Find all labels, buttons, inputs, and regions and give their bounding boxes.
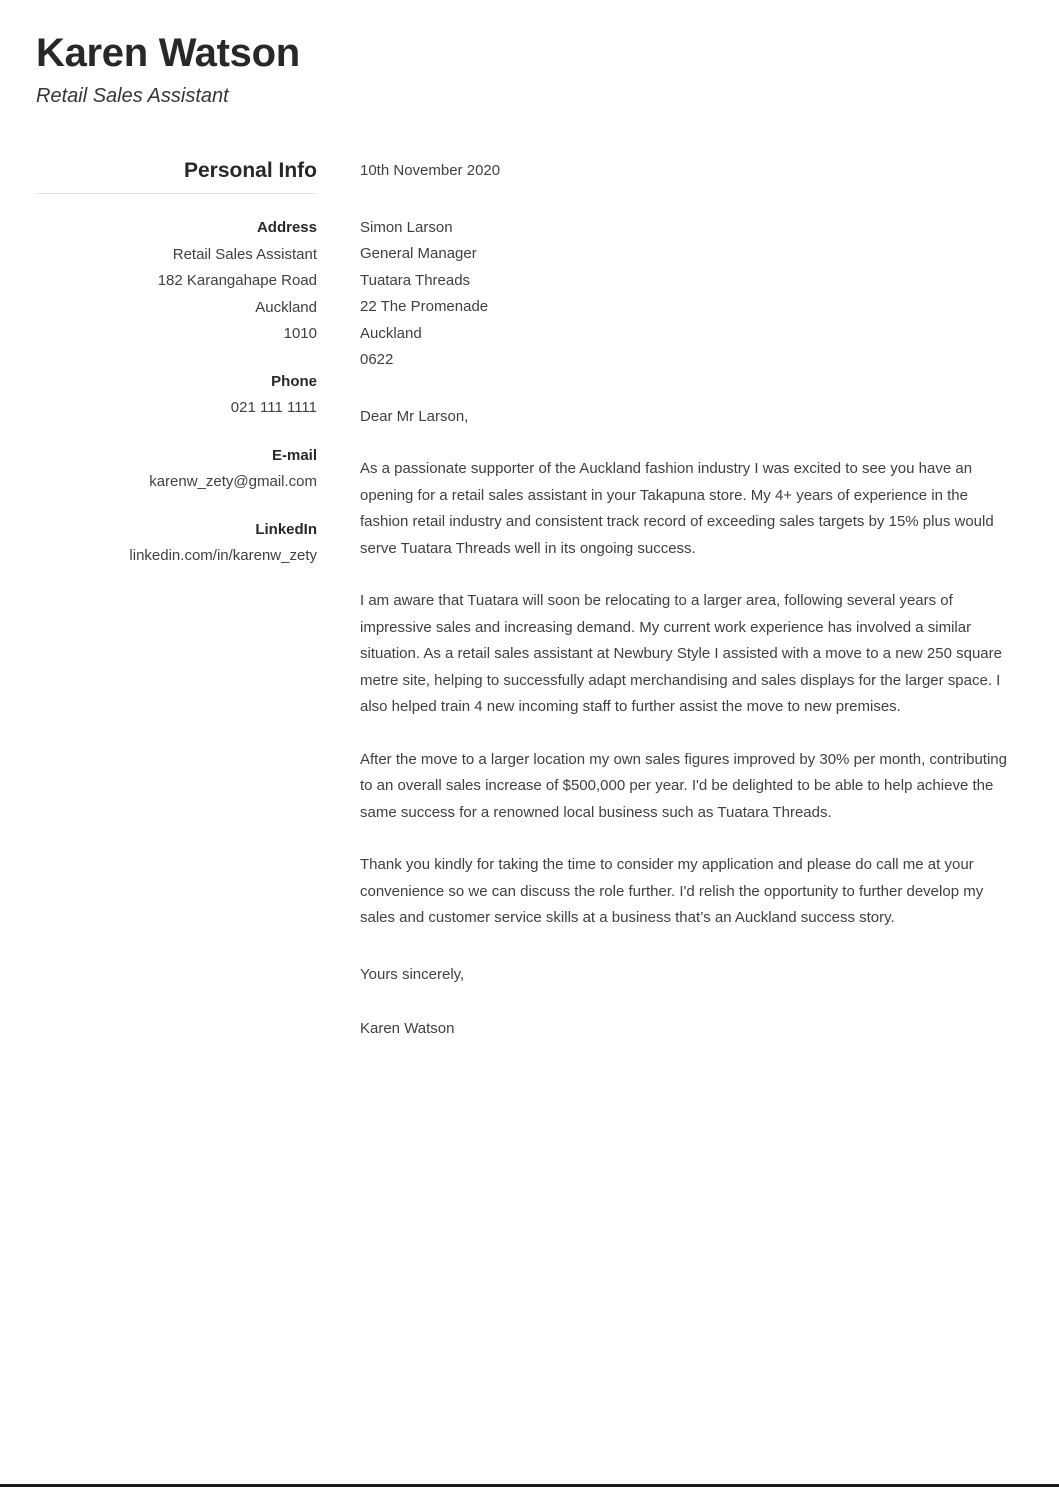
info-label: Address (256, 219, 317, 236)
recipient-line: General Manager (360, 245, 477, 262)
info-value: 021 111 1111 (230, 399, 317, 416)
recipient-line: Auckland (360, 324, 422, 342)
info-group (36, 369, 317, 422)
info-label: E-mail (271, 446, 317, 464)
info-group (36, 517, 317, 570)
info-label: LinkedIn (255, 520, 317, 538)
applicant-name: Karen Watson (36, 31, 300, 75)
info-value: Auckland (255, 298, 317, 316)
signature-name: Karen Watson (360, 1020, 455, 1037)
letter-body (360, 158, 1016, 1043)
recipient-line: 0622 (360, 351, 394, 368)
info-label: Phone (271, 372, 317, 390)
salutation: Dear Mr Larson, (360, 407, 469, 425)
letter-paragraph: After the move to a larger location my own sales figures improved by 30% per month, contributing to an overall sales increase of $500,000 per year. I'd be delighted to be able to help achieve the same success for a renowned local business such as Tuatara Threads. (360, 750, 1007, 821)
info-value: 1010 (283, 325, 317, 342)
letter-date: 10th November 2020 (360, 162, 501, 179)
applicant-job-title: Retail Sales Assistant (36, 85, 229, 107)
letterhead (36, 30, 1016, 110)
letter-paragraph: I am aware that Tuatara will soon be relocating to a larger area, following several years of impressive sales and increasing demand. My current work experience has involved a similar situation. As a retail sales assistant at Newbury Style I assisted with a move to a new 250 square metre site, helping to successfully adapt merchandising and sales displays for the larger space. I also helped train 4 new incoming staff to further assist the move to new premises. (360, 592, 1002, 715)
section-divider (36, 193, 317, 194)
personal-info-sidebar (36, 158, 317, 570)
signoff: Yours sincerely, (360, 965, 465, 983)
info-value: karenw_zety@gmail.com (149, 473, 317, 490)
page-bottom-bar (0, 1484, 1059, 1487)
info-value: 182 Karangahape Road (157, 272, 317, 289)
letter-paragraphs (360, 456, 1016, 932)
info-value: Retail Sales Assistant (172, 245, 317, 263)
recipient-block (360, 215, 1016, 374)
personal-info-groups (36, 215, 317, 570)
info-group (36, 215, 317, 348)
letter-paragraph: As a passionate supporter of the Auckland fashion industry I was excited to see you have an opening for a retail sales assistant in your Takapuna store. My 4+ years of experience in the fashion retail industry and consistent track record of exceeding sales targets by 15% plus would serve Tuatara Threads well in its ongoing success. (360, 460, 994, 557)
recipient-line: Simon Larson (360, 218, 453, 236)
recipient-line: Tuatara Threads (360, 271, 471, 289)
info-group (36, 443, 317, 496)
info-value: linkedin.com/in/karenw_zety (129, 547, 317, 564)
recipient-line: 22 The Promenade (360, 298, 489, 315)
letter-paragraph: Thank you kindly for taking the time to consider my application and please do call me at your convenience so we can discuss the role further. I'd relish the opportunity to further develop my sales and customer service skills at a business that’s an Auckland success story. (360, 856, 984, 926)
personal-info-heading: Personal Info (183, 159, 317, 182)
